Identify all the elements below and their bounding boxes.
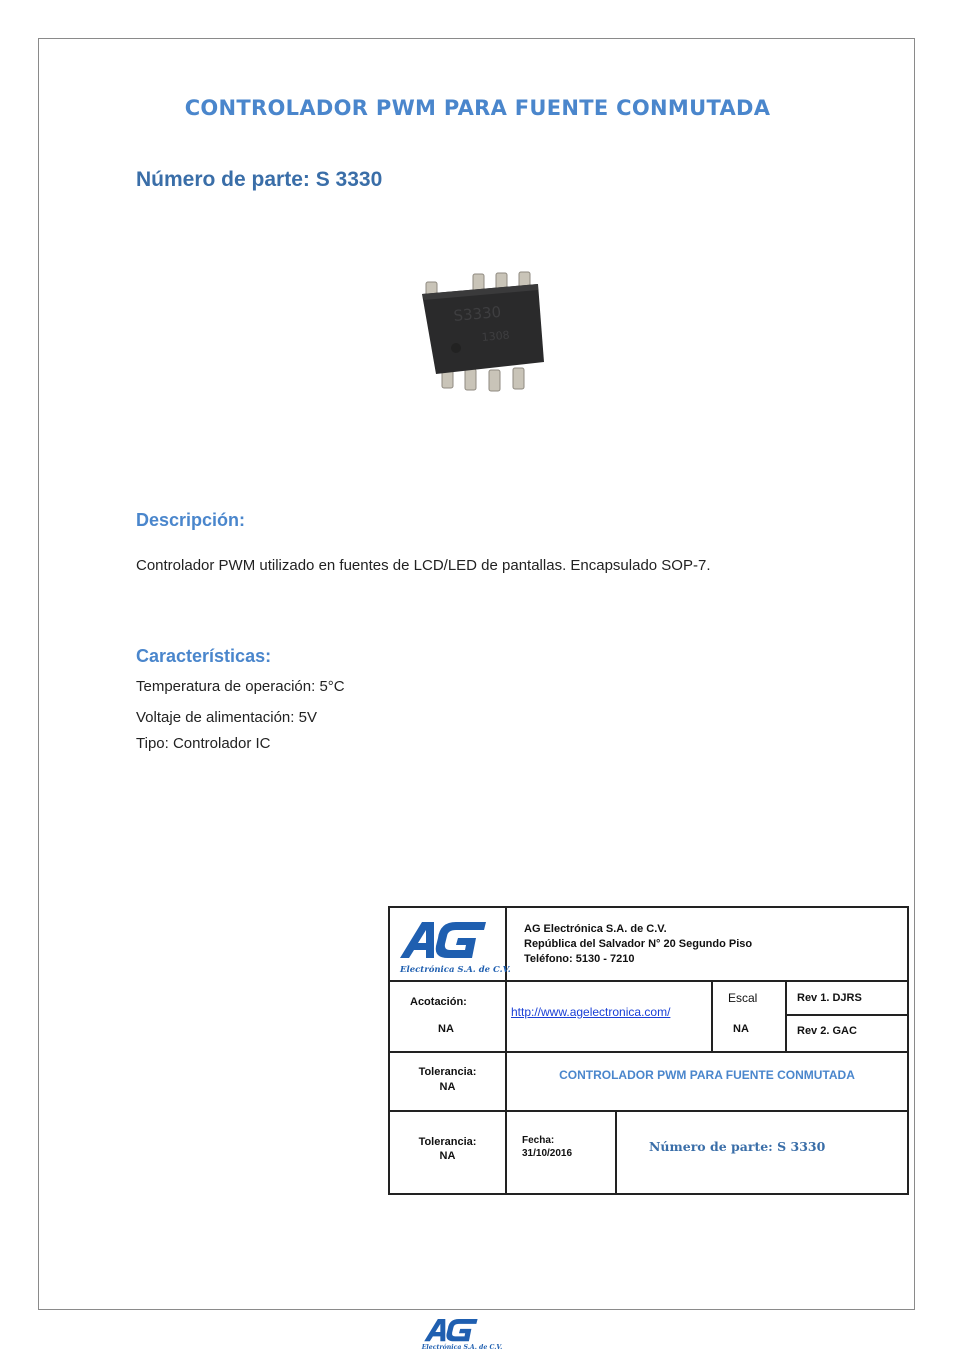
pin1-dot-icon bbox=[451, 343, 461, 353]
title-block bbox=[388, 906, 909, 1195]
revision-2: Rev 2. GAC bbox=[797, 1025, 857, 1037]
acotacion-value: NA bbox=[438, 1023, 454, 1035]
features-heading: Características: bbox=[136, 646, 272, 666]
tolerancia-value: NA bbox=[439, 1081, 456, 1093]
tolerancia-label: Tolerancia: bbox=[418, 1066, 477, 1078]
product-image bbox=[412, 268, 552, 398]
company-phone: Teléfono: 5130 - 7210 bbox=[524, 953, 635, 965]
company-name: AG Electrónica S.A. de C.V. bbox=[524, 923, 667, 935]
company-address: República del Salvador N° 20 Segundo Piso bbox=[524, 938, 753, 950]
description-text: Controlador PWM utilizado en fuentes de LCD/LED de pantallas. Encapsulado SOP-7. bbox=[136, 557, 711, 574]
feature-item: Tipo: Controlador IC bbox=[136, 735, 271, 752]
feature-item: Temperatura de operación: 5°C bbox=[136, 678, 345, 695]
escala-label: Escal bbox=[728, 991, 758, 1005]
chip-marking-2: 1308 bbox=[481, 328, 511, 344]
company-logo bbox=[394, 914, 511, 978]
fecha-label: Fecha: bbox=[522, 1135, 555, 1146]
revision-1: Rev 1. DJRS bbox=[797, 992, 862, 1004]
escala-value: NA bbox=[733, 1023, 749, 1035]
chip-marking-1: S3330 bbox=[452, 302, 502, 325]
footer-logo bbox=[420, 1314, 503, 1351]
tolerancia-label: Tolerancia: bbox=[418, 1136, 477, 1148]
part-number-heading: Número de parte: S 3330 bbox=[136, 168, 383, 191]
title-block-part-number: Número de parte: S 3330 bbox=[649, 1139, 826, 1154]
sop-chip-icon bbox=[412, 268, 552, 398]
title-block-title: CONTROLADOR PWM PARA FUENTE CONMUTADA bbox=[559, 1068, 855, 1082]
logo-subtitle: Electrónica S.A. de C.V. bbox=[400, 965, 511, 975]
footer-logo-subtitle: Electrónica S.A. de C.V. bbox=[421, 1343, 503, 1351]
fecha-value: 31/10/2016 bbox=[522, 1148, 573, 1159]
feature-item: Voltaje de alimentación: 5V bbox=[136, 709, 317, 726]
acotacion-label: Acotación: bbox=[410, 996, 467, 1008]
tolerancia-value: NA bbox=[439, 1150, 456, 1162]
description-heading: Descripción: bbox=[136, 510, 246, 530]
page-title: CONTROLADOR PWM PARA FUENTE CONMUTADA bbox=[184, 96, 771, 120]
website-link[interactable]: http://www.agelectronica.com/ bbox=[511, 1005, 671, 1019]
